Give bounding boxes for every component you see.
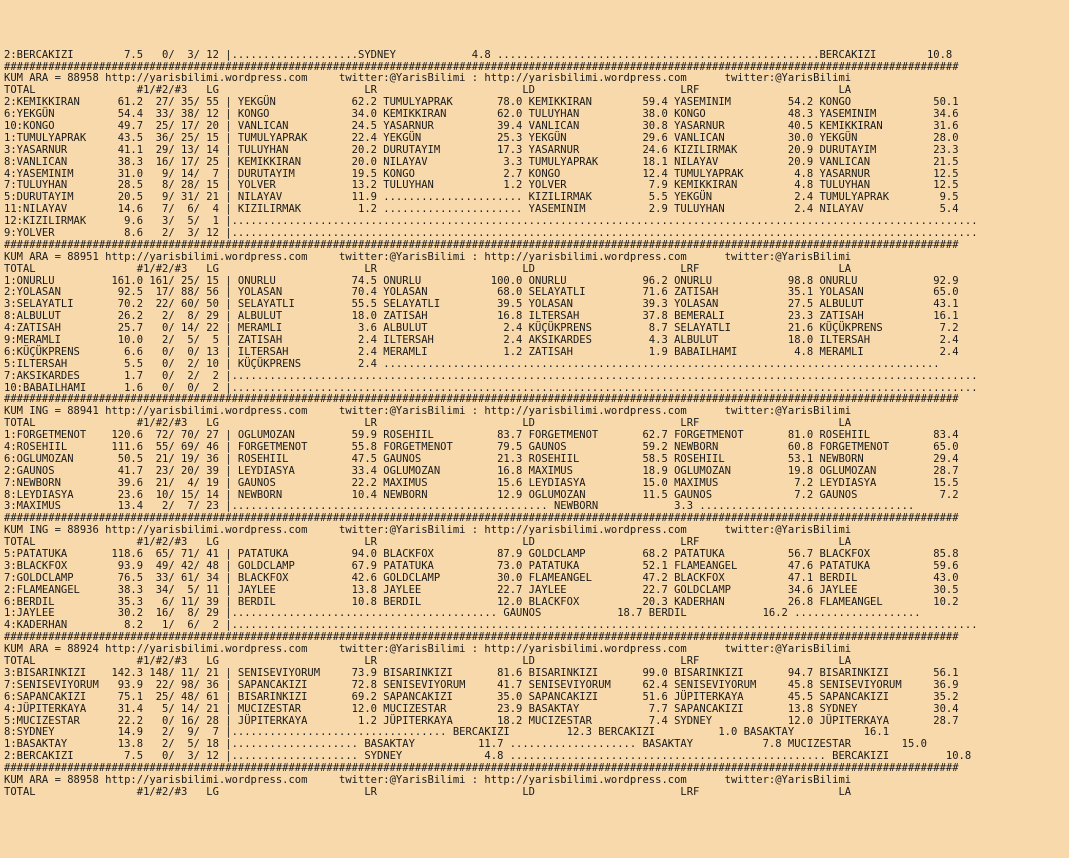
report-line: KUM ING = 88941 http://yarisbilimi.wordpress.com twitter:@YarisBilimi : http://yarisbilimi.wordpress.com twitter:@YarisBilimi [4,405,852,418]
report-line: 1:ONURLU 161.0 161/ 25/ 15 | ONURLU 74.5 ONURLU 100.0 ONURLU 96.2 ONURLU 98.8 ONURLU 92.9 [4,274,959,287]
report-line: TOTAL #1/#2/#3 LG LR LD LRF LA [4,655,852,668]
report-line: 4:YASEMINIM 31.0 9/ 14/ 7 | DURUTAYIM 19.5 KONGO 2.7 KONGO 12.4 TUMULYAPRAK 4.8 YASARNUR 12.5 [4,167,959,180]
report-line: 9:MERAMLI 10.0 2/ 5/ 5 | ZATISAH 2.4 ILTERSAH 2.4 AKSIKARDES 4.3 ALBULUT 18.0 ILTERSAH 2.4 [4,334,959,346]
report-line: 6:SAPANCAKIZI 75.1 25/ 48/ 61 | BISARINKIZI 69.2 SAPANCAKIZI 35.0 SAPANCAKIZI 51.6 JÜPITERKAYA 45.5 SAPANCAKIZI 35.2 [4,690,959,703]
report-line: TOTAL #1/#2/#3 LG LR LD LRF LA [4,785,852,798]
separator-rule: ####################################################################################################################################################### [4,762,959,775]
report-line: 2:YOLASAN 92.5 17/ 88/ 56 | YOLASAN 70.4 YOLASAN 68.0 SELAYATLI 71.6 ZATISAH 35.1 YOLASAN 65.0 [4,286,959,299]
report-line: KUM ING = 88936 http://yarisbilimi.wordpress.com twitter:@YarisBilimi : http://yarisbilimi.wordpress.com twitter:@YarisBilimi [4,524,852,537]
report-line: 2:BERCAKIZI 7.5 0/ 3/ 12 |.................... SYDNEY 4.8 .................................................. BERCAKIZI 10.8 [4,750,972,763]
report-line: 8:VANLICAN 38.3 16/ 17/ 25 | KEMIKKIRAN 20.0 NILAYAV 3.3 TUMULYAPRAK 18.1 NILAYAV 20.9 VANLICAN 21.5 [4,155,959,168]
report-line: 3:SELAYATLI 70.2 22/ 60/ 50 | SELAYATLI 55.5 SELAYATLI 39.5 YOLASAN 39.3 YOLASAN 27.5 ALBULUT 43.1 [4,298,959,311]
report-line: KUM ARA = 88951 http://yarisbilimi.wordpress.com twitter:@YarisBilimi : http://yarisbilimi.wordpress.com twitter:@YarisBilimi [4,250,852,263]
report-line: TOTAL #1/#2/#3 LG LR LD LRF LA [4,84,852,97]
report-line: 8:ALBULUT 26.2 2/ 8/ 29 | ALBULUT 18.0 ZATISAH 16.8 ILTERSAH 37.8 BEMERALI 23.3 ZATISAH 16.1 [4,310,959,323]
report-line: 5:MUCIZESTAR 22.2 0/ 16/ 28 | JÜPITERKAYA 1.2 JÜPITERKAYA 18.2 MUCIZESTAR 7.4 SYDNEY 12.0 JÜPITERKAYA 28.7 [4,714,959,727]
report-line: 6:KÜÇÜKPRENS 6.6 0/ 0/ 13 | ILTERSAH 2.4 MERAMLI 1.2 ZATISAH 1.9 BABAILHAMI 4.8 MERAMLI 2.4 [4,345,959,358]
report-line: 1:FORGETMENOT 120.6 72/ 70/ 27 | OGLUMOZAN 59.9 ROSEHIIL 83.7 FORGETMENOT 62.7 FORGETMENOT 81.0 ROSEHIIL 83.4 [4,429,959,442]
separator-rule: ####################################################################################################################################################### [4,60,959,73]
report-line: KUM ARA = 88958 http://yarisbilimi.wordpress.com twitter:@YarisBilimi : http://yarisbilimi.wordpress.com twitter:@YarisBilimi [4,72,852,85]
report-line: KUM ARA = 88958 http://yarisbilimi.wordpress.com twitter:@YarisBilimi : http://yarisbilimi.wordpress.com twitter:@YarisBilimi [4,773,852,786]
report-line: 7:TULUYHAN 28.5 8/ 28/ 15 | YOLVER 13.2 TULUYHAN 1.2 YOLVER 7.9 KEMIKKIRAN 4.8 TULUYHAN 12.5 [4,179,959,192]
report-line: KUM ARA = 88924 http://yarisbilimi.wordpress.com twitter:@YarisBilimi : http://yarisbilimi.wordpress.com twitter:@YarisBilimi [4,643,852,656]
report-line: 7:AKSIKARDES 1.7 0/ 2/ 2 |...................................................................................................................... [4,369,978,382]
report-line: 9:YOLVER 8.6 2/ 3/ 12 |...................................................................................................................... [4,226,978,239]
report-line: 4:ROSEHIIL 111.6 55/ 69/ 46 | FORGETMENOT 55.8 FORGETMENOT 79.5 GAUNOS 59.2 NEWBORN 60.8 FORGETMENOT 65.0 [4,441,959,454]
report-line: 7:NEWBORN 39.6 21/ 4/ 19 | GAUNOS 22.2 MAXIMUS 15.6 LEYDIASYA 15.0 MAXIMUS 7.2 LEYDIASYA 15.5 [4,476,959,489]
report-line: 2:FLAMEANGEL 38.3 34/ 5/ 11 | JAYLEE 13.8 JAYLEE 22.7 JAYLEE 22.7 GOLDCLAMP 34.6 JAYLEE 30.5 [4,583,959,596]
report-line: 5:DURUTAYIM 20.5 9/ 31/ 21 | NILAYAV 11.9 ...................... KIZILIRMAK 5.5 YEKGÜN 2.4 TUMULYAPRAK 9.5 [4,191,959,204]
report-line: 3:BLACKFOX 93.9 49/ 42/ 48 | GOLDCLAMP 67.9 PATATUKA 73.0 PATATUKA 52.1 FLAMEANGEL 47.6 PATATUKA 59.6 [4,559,959,572]
terminal-output [0,48,1069,799]
report-line: 1:BASAKTAY 13.8 2/ 5/ 18 |.................... BASAKTAY 11.7 .................... BASAKTAY 7.8 MUCIZESTAR 15.0 [4,738,927,751]
report-line: 10:KONGO 49.7 25/ 17/ 20 | VANLICAN 24.5 YASARNUR 39.4 VANLICAN 30.8 YASARNUR 40.5 KEMIKKIRAN 31.6 [4,119,959,132]
report-line: TOTAL #1/#2/#3 LG LR LD LRF LA [4,417,852,430]
report-line: 4:JÜPITERKAYA 31.4 5/ 14/ 21 | MUCIZESTAR 12.0 MUCIZESTAR 23.9 BASAKTAY 7.7 SAPANCAKIZI 13.8 SYDNEY 30.4 [4,702,959,715]
separator-rule: ####################################################################################################################################################### [4,393,959,406]
report-line: 1:TUMULYAPRAK 43.5 36/ 25/ 15 | TUMULYAPRAK 22.4 YEKGÜN 25.3 YEKGÜN 29.6 VANLICAN 30.0 YEKGÜN 28.0 [4,131,959,144]
separator-rule: ####################################################################################################################################################### [4,631,959,644]
report-line: 5:ILTERSAH 5.5 0/ 2/ 10 | KÜÇÜKPRENS 2.4 ........................................................................................ [4,357,940,370]
report-line: 12:KIZILIRMAK 9.6 3/ 5/ 1 |...................................................................................................................... [4,215,978,228]
report-line: 6:YEKGÜN 54.4 33/ 38/ 12 | KONGO 34.0 KEMIKKIRAN 62.0 TULUYHAN 38.0 KONGO 48.3 YASEMINIM 34.6 [4,108,959,121]
report-line: 8:LEYDIASYA 23.6 10/ 15/ 14 | NEWBORN 10.4 NEWBORN 12.9 OGLUMOZAN 11.5 GAUNOS 7.2 GAUNOS 7.2 [4,488,959,501]
report-line: 11:NILAYAV 14.6 7/ 6/ 4 | KIZILIRMAK 1.2 ...................... YASEMINIM 2.9 TULUYHAN 2.4 NILAYAV 5.4 [4,203,959,216]
report-line: 2:BERCAKIZI 7.5 0/ 3/ 12 |....................SYDNEY 4.8 ...................................................BERCAKIZI 10.8 [4,48,953,61]
report-line: 5:PATATUKA 118.6 65/ 71/ 41 | PATATUKA 94.0 BLACKFOX 87.9 GOLDCLAMP 68.2 PATATUKA 56.7 BLACKFOX 85.8 [4,548,959,561]
report-line: 10:BABAILHAMI 1.6 0/ 0/ 2 |...................................................................................................................... [4,381,978,394]
report-line: 3:BISARINKIZI 142.3 148/ 11/ 21 | SENISEVIYORUM 73.9 BISARINKIZI 81.6 BISARINKIZI 99.0 BISARINKIZI 94.7 BISARINKIZI 56.1 [4,666,959,679]
report-line: TOTAL #1/#2/#3 LG LR LD LRF LA [4,262,852,275]
report-line: TOTAL #1/#2/#3 LG LR LD LRF LA [4,536,852,549]
report-line: 6:BERDIL 35.3 6/ 11/ 39 | BERDIL 10.8 BERDIL 12.0 BLACKFOX 20.3 KADERHAN 26.8 FLAMEANGEL 10.2 [4,595,959,608]
report-line: 1:JAYLEE 30.2 16/ 8/ 29 |.......................................... GAUNOS 18.7 BERDIL 16.2 .................... [4,607,921,620]
report-line: 2:KEMIKKIRAN 61.2 27/ 35/ 55 | YEKGÜN 62.2 TUMULYAPRAK 78.0 KEMIKKIRAN 59.4 YASEMINIM 54.2 KONGO 50.1 [4,96,959,109]
report-line: 6:OGLUMOZAN 50.5 21/ 19/ 36 | ROSEHIIL 47.5 GAUNOS 21.3 ROSEHIIL 58.5 ROSEHIIL 53.1 NEWBORN 29.4 [4,452,959,465]
report-line: 2:GAUNOS 41.7 23/ 20/ 39 | LEYDIASYA 33.4 OGLUMOZAN 16.8 MAXIMUS 18.9 OGLUMOZAN 19.8 OGLUMOZAN 28.7 [4,464,959,477]
separator-rule: ####################################################################################################################################################### [4,238,959,251]
separator-rule: ####################################################################################################################################################### [4,512,959,525]
report-line: 3:MAXIMUS 13.4 2/ 7/ 23 |.................................................. NEWBORN 3.3 .................................. [4,500,915,513]
report-line: 7:GOLDCLAMP 76.5 33/ 61/ 34 | BLACKFOX 42.6 GOLDCLAMP 30.0 FLAMEANGEL 47.2 BLACKFOX 47.1 BERDIL 43.0 [4,571,959,584]
report-line: 4:ZATISAH 25.7 0/ 14/ 22 | MERAMLI 3.6 ALBULUT 2.4 KÜÇÜKPRENS 8.7 SELAYATLI 21.6 KÜÇÜKPRENS 7.2 [4,322,959,335]
report-line: 4:KADERHAN 8.2 1/ 6/ 2 |...................................................................................................................... [4,619,978,632]
report-line: 3:YASARNUR 41.1 29/ 13/ 14 | TULUYHAN 20.2 DURUTAYIM 17.3 YASARNUR 24.6 KIZILIRMAK 20.9 DURUTAYIM 23.3 [4,143,959,156]
report-line: 7:SENISEVIYORUM 93.9 22/ 98/ 36 | SAPANCAKIZI 72.8 SENISEVIYORUM 41.7 SENISEVIYORUM 62.4 SENISEVIYORUM 45.8 SENISEVIYORUM 36.9 [4,678,959,691]
report-line: 8:SYDNEY 14.9 2/ 9/ 7 |.................................. BERCAKIZI 12.3 BERCAKIZI 1.0 BASAKTAY 16.1 [4,726,890,739]
